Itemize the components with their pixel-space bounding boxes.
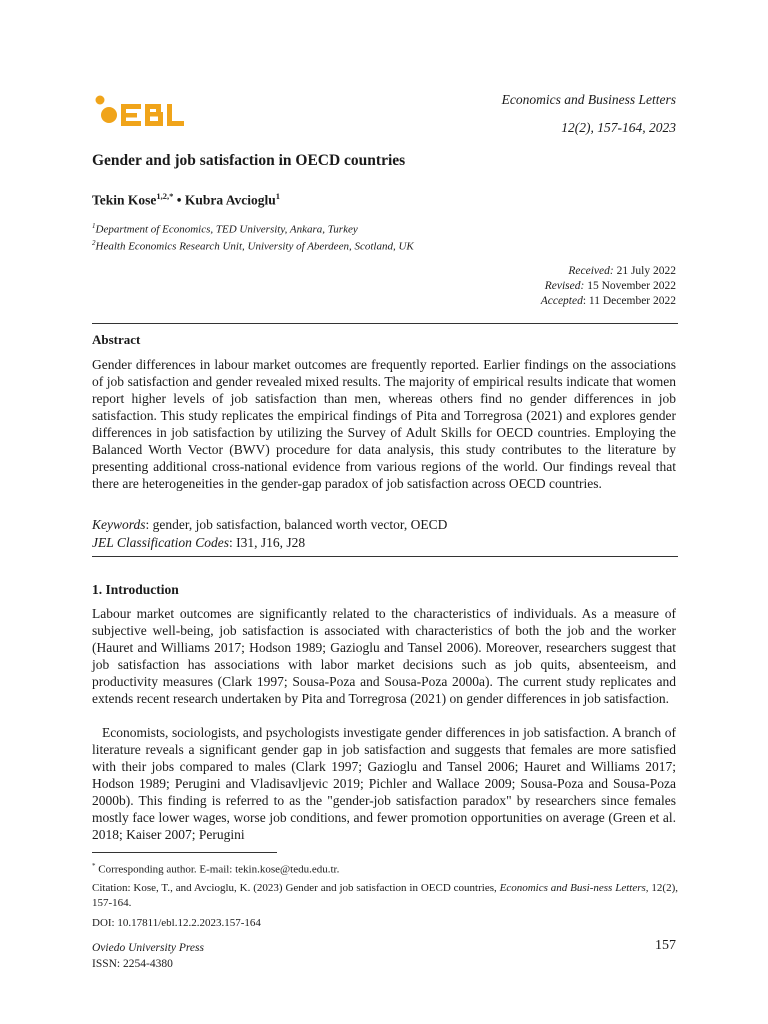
received-label: Received: xyxy=(568,265,614,277)
corresponding-author-marker: * xyxy=(92,862,96,870)
intro-paragraph-2: Economists, sociologists, and psychologists investigate gender differences in job satisfaction. A branch of literature reveals a significant gender gap in job satisfaction and suggests that females are more satisfied with their jobs compared to males (Clark 1997; Gazioglu and Tansel 2006; Hauret and Williams 2017; Hodson 1989; Perugini and Vladisavljevic 2019; Pichler and Wallace 2009; Sousa-Poza and Sousa-Poza 2000b). This finding is referred to as the "gender-job satisfaction paradox" by researchers since females mostly face lower wages, worse job conditions, and fewer promotion opportunities on average (Green et al. 2018; Kaiser 2007; Perugini xyxy=(92,725,676,843)
publisher-name: Oviedo University Press xyxy=(92,942,204,954)
journal-issue: 12(2), 157-164, 2023 xyxy=(561,120,676,135)
author-line xyxy=(92,191,280,209)
footnote-rule xyxy=(92,852,277,853)
accepted-date xyxy=(541,294,676,309)
keywords-value: : gender, job satisfaction, balanced worth vector, OECD xyxy=(145,517,448,532)
accepted-value: : 11 December 2022 xyxy=(582,294,676,307)
revised-date xyxy=(541,279,676,294)
abstract-top-rule xyxy=(92,323,678,324)
affiliation-2-text: Health Economics Research Unit, University of Aberdeen, Scotland, UK xyxy=(95,240,414,253)
affiliations xyxy=(92,220,414,253)
jel-label: JEL Classification Codes xyxy=(92,535,230,550)
intro-paragraph-1: Labour market outcomes are significantly related to the characteristics of individuals. As a measure of subjective well-being, job satisfaction is associated with characteristics of both the job and the worker (Hauret and Williams 2017; Hodson 1989; Gazioglu and Tansel 2006). Moreover, researchers suggest that job satisfaction has associations with labor market decisions such as job quits, absenteeism, and productivity measures (Clark 1997; Sousa-Poza and Sousa-Poza 2000a). The current study replicates and extends recent research undertaken by Pita and Torregrosa (2021) on gender differences in job satisfaction. xyxy=(92,606,676,707)
revised-label: Revised: xyxy=(544,279,585,292)
accepted-label: Accepted xyxy=(540,294,583,307)
affiliation-2-superscript: 2 xyxy=(92,238,96,247)
doi-note: DOI: 10.17811/ebl.12.2.2023.157-164 xyxy=(92,917,261,929)
keywords-block xyxy=(92,516,447,552)
article-title: Gender and job satisfaction in OECD countries xyxy=(92,152,406,169)
affiliation-1 xyxy=(92,220,414,237)
revised-value: 15 November 2022 xyxy=(584,279,676,292)
citation-text: Citation: Kose, T., and Avcioglu, K. (2023) Gender and job satisfaction in OECD countries, xyxy=(92,882,500,894)
citation-note xyxy=(92,881,678,911)
author-separator: • xyxy=(173,192,185,208)
received-value: 21 July 2022 xyxy=(613,265,676,277)
journal-name: Economics and Business Letters xyxy=(501,92,676,107)
journal-info xyxy=(502,86,676,142)
affiliation-2 xyxy=(92,237,414,254)
citation-issue: 12(2), 157-164. xyxy=(92,882,679,909)
abstract-text: Gender differences in labour market outcomes are frequently reported. Earlier findings on the associations of job satisfaction and gender revealed mixed results. The majority of empirical results indicate that women report higher levels of job satisfaction than men, whereas others find no gender differences in job satisfaction. This study replicates the empirical findings of Pita and Torregrosa (2021) and explores gender differences in job satisfaction by utilizing the Survey of Adult Skills for OECD countries. Employing the Balanced Worth Vector (BWV) procedure for data analysis, this study contributes to the literature by presenting additional cross-national evidence from various regions of the world. Our findings reveal that there are heterogeneities in the gender-gap paradox of job satisfaction across OECD countries. xyxy=(92,357,676,492)
keywords-line xyxy=(92,516,447,534)
corresponding-author-note xyxy=(92,859,678,878)
issn: ISSN: 2254-4380 xyxy=(92,958,173,970)
citation-journal: Economics and Busi-ness Letters, xyxy=(499,882,649,894)
abstract-heading: Abstract xyxy=(92,332,141,347)
author-2-superscript: 1 xyxy=(275,191,281,201)
author-1-superscript: 1,2,* xyxy=(156,191,174,201)
affiliation-1-text: Department of Economics, TED University, Ankara, Turkey xyxy=(95,223,358,236)
section-heading-introduction: 1. Introduction xyxy=(92,582,179,597)
author-1: Tekin Kose xyxy=(92,192,157,208)
received-date xyxy=(541,264,676,279)
jel-value: : I31, J16, J28 xyxy=(229,535,306,550)
jel-line xyxy=(92,534,447,552)
footer-publisher-block xyxy=(92,940,204,972)
corresponding-author-text: Corresponding author. E-mail: tekin.kose@tedu.edu.tr. xyxy=(95,863,340,876)
keywords-label: Keywords xyxy=(92,517,146,532)
page-number: 157 xyxy=(655,938,676,953)
affiliation-1-superscript: 1 xyxy=(92,222,96,230)
journal-logo xyxy=(94,92,186,128)
author-2: Kubra Avcioglu xyxy=(184,192,276,208)
ebl-logo-icon xyxy=(94,92,186,128)
abstract-bottom-rule xyxy=(92,556,678,557)
article-dates xyxy=(541,264,676,308)
